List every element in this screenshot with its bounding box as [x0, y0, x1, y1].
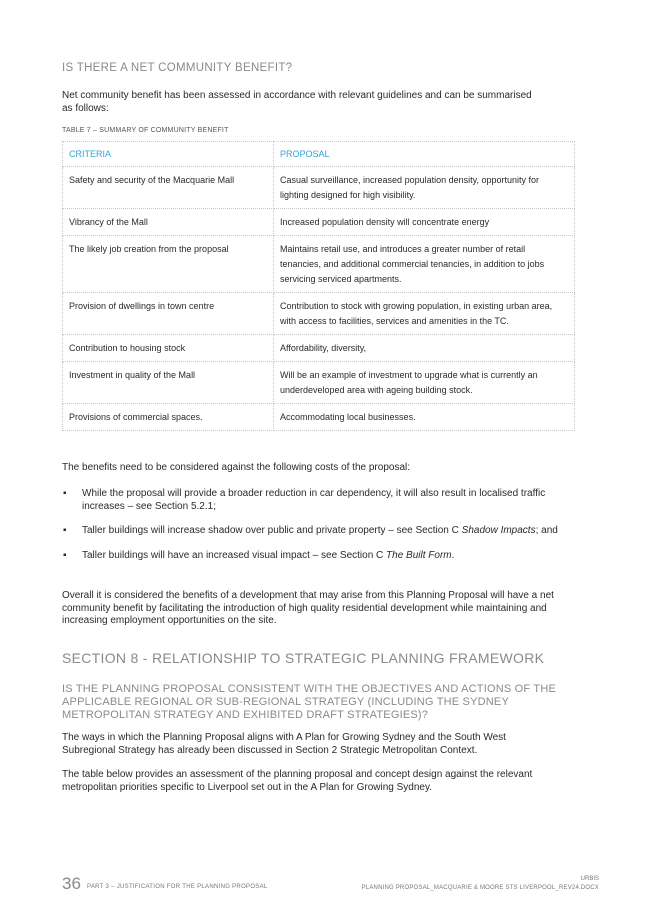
criteria-cell: Safety and security of the Macquarie Mall: [63, 167, 274, 209]
section8-heading: SECTION 8 - RELATIONSHIP TO STRATEGIC PLANNING FRAMEWORK: [62, 650, 545, 666]
overall-paragraph: Overall it is considered the benefits of a development that may arise from this Planning Proposal will have a net community benefit by facilitating the introduction of high quality residential development while maintaining and increasing employment opportunities on the site.: [62, 590, 554, 626]
bullet-text: While the proposal will provide a broader reduction in car dependency, it will also result in localised traffic increases – see Section 5.2.1;: [82, 488, 546, 512]
bullet-text-end: ; and: [535, 525, 558, 536]
bullet-text: Taller buildings will have an increased visual impact – see Section C: [82, 549, 387, 561]
proposal-cell: Will be an example of investment to upgrade what is currently an underdeveloped area with ageing building stock.: [274, 362, 575, 404]
criteria-header: CRITERIA: [63, 142, 274, 167]
table-row: [63, 404, 575, 431]
section8-question: IS THE PLANNING PROPOSAL CONSISTENT WITH THE OBJECTIVES AND ACTIONS OF THE APPLICABLE REGIONAL OR SUB-REGIONAL STRATEGY (INCLUDING THE SYDNEY METROPOLITAN STRATEGY AND EXHIBITED DRAFT STRATEGIES)?: [62, 683, 556, 721]
bullet-marker: ▪: [63, 525, 67, 536]
bullet-marker: ▪: [63, 488, 67, 499]
table-row: [63, 167, 575, 209]
page-number: 36: [62, 874, 81, 893]
criteria-cell: Provision of dwellings in town centre: [63, 293, 274, 335]
section-heading: IS THERE A NET COMMUNITY BENEFIT?: [62, 62, 293, 74]
criteria-cell: Contribution to housing stock: [63, 335, 274, 362]
table-row: [63, 236, 575, 293]
costs-list: [62, 488, 574, 574]
criteria-cell: Vibrancy of the Mall: [63, 209, 274, 236]
list-item: [62, 525, 574, 538]
table-row: [63, 335, 575, 362]
footer-section-title: PART 3 – JUSTIFICATION FOR THE PLANNING PROPOSAL: [87, 884, 268, 890]
table-row: [63, 293, 575, 335]
section8-paragraph-1: The ways in which the Planning Proposal aligns with A Plan for Growing Sydney and the South West Subregional Strategy has already been discussed in Section 2 Strategic Metropolitan Context.: [62, 732, 506, 756]
proposal-header: PROPOSAL: [274, 142, 575, 167]
intro-paragraph: Net community benefit has been assessed in accordance with relevant guidelines and can be summarised as follows:: [62, 90, 532, 114]
table-row: [63, 362, 575, 404]
criteria-cell: The likely job creation from the proposal: [63, 236, 274, 293]
proposal-cell: Casual surveillance, increased population density, opportunity for lighting designed for high visibility.: [274, 167, 575, 209]
criteria-cell: Provisions of commercial spaces.: [63, 404, 274, 431]
list-item: [62, 550, 574, 563]
proposal-cell: Contribution to stock with growing population, in existing urban area, with access to facilities, services and amenities in the TC.: [274, 293, 575, 335]
costs-intro: The benefits need to be considered against the following costs of the proposal:: [62, 462, 411, 473]
table-caption: TABLE 7 – SUMMARY OF COMMUNITY BENEFIT: [62, 127, 229, 134]
proposal-cell: Maintains retail use, and introduces a greater number of retail tenancies, and additional commercial tenancies, in addition to jobs servicing serviced apartments.: [274, 236, 575, 293]
table-row: [63, 209, 575, 236]
criteria-cell: Investment in quality of the Mall: [63, 362, 274, 404]
footer-document-name: PLANNING PROPOSAL_MACQUARIE & MOORE STS LIVERPOOL_REV24.DOCX: [361, 885, 599, 891]
bullet-marker: ▪: [63, 549, 67, 561]
proposal-cell: Affordability, diversity,: [274, 335, 575, 362]
proposal-cell: Accommodating local businesses.: [274, 404, 575, 431]
table-header-row: [63, 142, 575, 167]
footer-org-logo: URBIS: [580, 876, 599, 882]
bullet-text-end: .: [451, 549, 455, 561]
list-item: [62, 488, 574, 513]
section8-paragraph-2: The table below provides an assessment of the planning proposal and concept design against the relevant metropolitan priorities specific to Liverpool set out in the A Plan for Growing Sydney.: [62, 769, 533, 793]
bullet-italic-ref: The Built Form: [386, 549, 452, 561]
bullet-text: Taller buildings will increase shadow over public and private property – see Section C: [82, 525, 462, 536]
community-benefit-table: [62, 141, 575, 431]
bullet-italic-ref: Shadow Impacts: [461, 525, 536, 536]
proposal-cell: Increased population density will concentrate energy: [274, 209, 575, 236]
